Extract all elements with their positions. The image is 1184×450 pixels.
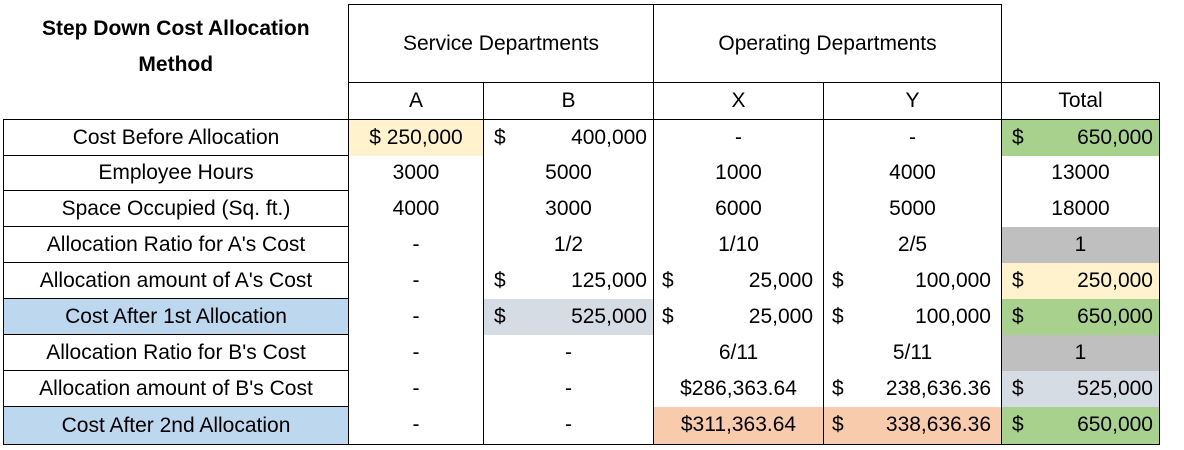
row-label: Allocation Ratio for A's Cost bbox=[4, 227, 349, 263]
table-row bbox=[4, 191, 1160, 227]
amount: 650,000 bbox=[1077, 125, 1153, 149]
operating-departments-header: Operating Departments bbox=[654, 5, 1002, 83]
cell-a: - bbox=[349, 335, 484, 371]
amount: 400,000 bbox=[571, 125, 647, 149]
cell-y bbox=[824, 299, 1002, 335]
cell-x: 6000 bbox=[654, 191, 824, 227]
cell-b bbox=[484, 120, 654, 156]
row-label: Allocation amount of A's Cost bbox=[4, 263, 349, 299]
currency-symbol: $ bbox=[662, 268, 674, 292]
cell-total bbox=[1002, 263, 1160, 299]
amount: 650,000 bbox=[1077, 304, 1153, 328]
empty-corner-cell bbox=[4, 83, 349, 120]
cell-a: $ 250,000 bbox=[349, 120, 484, 156]
table-row bbox=[4, 335, 1160, 371]
row-label: Cost Before Allocation bbox=[4, 120, 349, 156]
amount: 125,000 bbox=[571, 268, 647, 292]
column-header-row bbox=[4, 83, 1160, 120]
table-title: Step Down Cost Allocation Method bbox=[41, 16, 310, 76]
column-header-x: X bbox=[654, 83, 824, 120]
currency-symbol: $ bbox=[832, 268, 844, 292]
cell-b: - bbox=[484, 371, 654, 407]
cell-b: - bbox=[484, 335, 654, 371]
row-label: Allocation Ratio for B's Cost bbox=[4, 335, 349, 371]
cell-y bbox=[824, 263, 1002, 299]
column-header-total: Total bbox=[1002, 83, 1160, 120]
table-row bbox=[4, 263, 1160, 299]
amount: 238,636.36 bbox=[885, 376, 991, 400]
cell-x: 6/11 bbox=[654, 335, 824, 371]
cell-total bbox=[1002, 120, 1160, 156]
cell-a: - bbox=[349, 371, 484, 407]
amount: 650,000 bbox=[1077, 413, 1153, 437]
cell-b bbox=[484, 263, 654, 299]
cell-x: - bbox=[654, 120, 824, 156]
cell-total: 1 bbox=[1002, 335, 1160, 371]
currency-symbol: $ bbox=[662, 304, 674, 328]
cell-a: 4000 bbox=[349, 191, 484, 227]
amount: 100,000 bbox=[915, 268, 991, 292]
currency-symbol: $ bbox=[494, 125, 506, 149]
currency-symbol: $ bbox=[494, 304, 506, 328]
row-label: Allocation amount of B's Cost bbox=[4, 371, 349, 407]
table-row bbox=[4, 371, 1160, 407]
cell-total: 18000 bbox=[1002, 191, 1160, 227]
cell-total: 1 bbox=[1002, 227, 1160, 263]
cell-y: 4000 bbox=[824, 156, 1002, 191]
cell-a: - bbox=[349, 407, 484, 445]
amount: 525,000 bbox=[571, 304, 647, 328]
cell-a: - bbox=[349, 263, 484, 299]
currency-symbol: $ bbox=[1012, 376, 1024, 400]
amount: 100,000 bbox=[915, 304, 991, 328]
cell-total bbox=[1002, 299, 1160, 335]
cell-a: - bbox=[349, 299, 484, 335]
currency-symbol: $ bbox=[1012, 304, 1024, 328]
cell-y: - bbox=[824, 120, 1002, 156]
table-row bbox=[4, 299, 1160, 335]
cell-x: $311,363.64 bbox=[654, 407, 824, 445]
column-header-a: A bbox=[349, 83, 484, 120]
cell-b: - bbox=[484, 407, 654, 445]
amount: 25,000 bbox=[748, 268, 813, 292]
column-header-y: Y bbox=[824, 83, 1002, 120]
row-label: Space Occupied (Sq. ft.) bbox=[4, 191, 349, 227]
row-label: Employee Hours bbox=[4, 156, 349, 191]
currency-symbol: $ bbox=[832, 376, 844, 400]
amount: 525,000 bbox=[1077, 376, 1153, 400]
cell-y: 2/5 bbox=[824, 227, 1002, 263]
cell-b bbox=[484, 299, 654, 335]
table-row bbox=[4, 120, 1160, 156]
currency-symbol: $ bbox=[1012, 125, 1024, 149]
table-row bbox=[4, 156, 1160, 191]
allocation-table bbox=[3, 4, 1160, 445]
cell-b: 5000 bbox=[484, 156, 654, 191]
table-row bbox=[4, 227, 1160, 263]
currency-symbol: $ bbox=[832, 304, 844, 328]
cell-a: 3000 bbox=[349, 156, 484, 191]
service-departments-header: Service Departments bbox=[349, 5, 654, 83]
cell-b: 3000 bbox=[484, 191, 654, 227]
cell-y bbox=[824, 371, 1002, 407]
currency-symbol: $ bbox=[832, 413, 844, 437]
amount: 338,636.36 bbox=[885, 413, 991, 437]
cell-x bbox=[654, 263, 824, 299]
cell-y: 5/11 bbox=[824, 335, 1002, 371]
empty-header-cell bbox=[1002, 5, 1160, 83]
cell-a: - bbox=[349, 227, 484, 263]
cell-b: 1/2 bbox=[484, 227, 654, 263]
amount: 25,000 bbox=[748, 304, 813, 328]
row-label: Cost After 2nd Allocation bbox=[4, 407, 349, 445]
cell-total: 13000 bbox=[1002, 156, 1160, 191]
cell-y bbox=[824, 407, 1002, 445]
group-header-row bbox=[4, 5, 1160, 83]
column-header-b: B bbox=[484, 83, 654, 120]
row-label: Cost After 1st Allocation bbox=[4, 299, 349, 335]
cell-x: $286,363.64 bbox=[654, 371, 824, 407]
currency-symbol: $ bbox=[1012, 268, 1024, 292]
amount: 250,000 bbox=[1077, 268, 1153, 292]
cell-x: 1/10 bbox=[654, 227, 824, 263]
cell-y: 5000 bbox=[824, 191, 1002, 227]
cell-x: 1000 bbox=[654, 156, 824, 191]
currency-symbol: $ bbox=[494, 268, 506, 292]
cell-x bbox=[654, 299, 824, 335]
table-row bbox=[4, 407, 1160, 445]
currency-symbol: $ bbox=[1012, 413, 1024, 437]
cell-total bbox=[1002, 371, 1160, 407]
cell-total bbox=[1002, 407, 1160, 445]
